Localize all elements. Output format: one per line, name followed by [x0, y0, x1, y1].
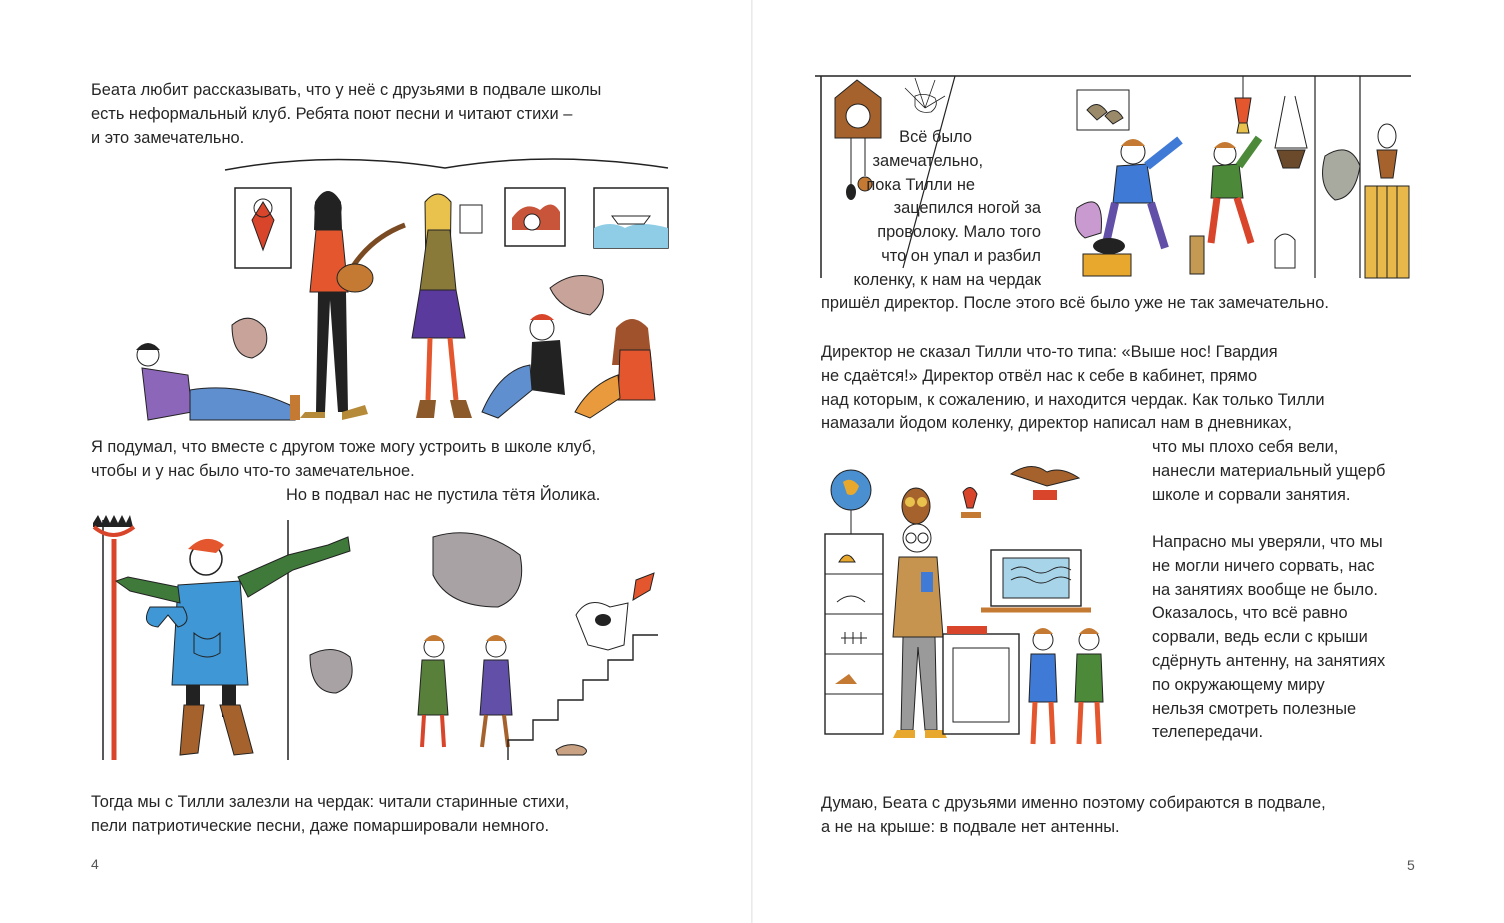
text-line: нанесли материальный ущерб	[1152, 461, 1386, 480]
text-line: Напрасно мы уверяли, что мы	[1152, 533, 1383, 551]
text-line: а не на крыше: в подвале нет антенны.	[821, 817, 1120, 836]
left-paragraph-1	[91, 79, 601, 150]
text-line: телепередачи.	[1152, 723, 1264, 742]
page-number-left: 4	[91, 856, 99, 872]
text-line: сдёрнуть антенну, на занятиях	[1152, 651, 1386, 670]
text-line: и это замечательно.	[91, 128, 245, 147]
text-line: по окружающему миру	[1152, 675, 1325, 694]
text-line: зацепился ногой за	[893, 199, 1041, 218]
text-line: Оказалось, что всё равно	[1152, 604, 1348, 623]
right-paragraph-3	[1152, 531, 1385, 745]
text-line: над которым, к сожалению, и находится чердак. Как только Тилли	[821, 390, 1325, 409]
text-line: сорвали, ведь если с крыши	[1152, 628, 1368, 647]
text-line: есть неформальный клуб. Ребята поют песни и читают стихи –	[91, 104, 573, 123]
director-office-illustration	[821, 462, 1136, 762]
text-line: Тогда мы с Тилли залезли на чердак: читали старинные стихи,	[91, 793, 570, 811]
right-paragraph-4	[821, 792, 1326, 840]
text-line: коленку, к нам на чердак	[853, 270, 1041, 289]
right-page	[753, 0, 1504, 923]
basement-club-illustration	[120, 150, 680, 425]
text-line: пели патриотические песни, даже помаршировали немного.	[91, 816, 550, 835]
text-line: что мы плохо себя вели,	[1152, 438, 1339, 456]
right-paragraph-2-wrap	[1152, 436, 1385, 507]
text-line: Директор не сказал Тилли что-то типа: «Выше нос! Гвардия	[821, 343, 1278, 361]
text-line: что он упал и разбил	[881, 246, 1041, 265]
text-line: на занятиях вообще не было.	[1152, 580, 1378, 599]
text-line: Но в подвал нас не пустила тётя Йолика.	[286, 485, 601, 504]
text-line: пока Тилли не	[866, 175, 975, 194]
text-line: Я подумал, что вместе с другом тоже могу устроить в школе клуб,	[91, 438, 596, 456]
aunt-yolika-illustration	[88, 515, 668, 765]
text-line: чтобы и у нас было что-то замечательное.	[91, 461, 415, 480]
right-paragraph-2	[821, 341, 1325, 436]
page-number-right: 5	[1407, 857, 1415, 873]
text-line: школе и сорвали занятия.	[1152, 485, 1351, 504]
text-line: нельзя смотреть полезные	[1152, 699, 1357, 718]
text-line: не сдаётся!» Директор отвёл нас к себе в кабинет, прямо	[821, 366, 1258, 385]
right-paragraph-1-wrap	[821, 126, 1041, 293]
text-line: замечательно,	[872, 151, 983, 170]
left-paragraph-2	[91, 436, 600, 507]
text-line: Беата любит рассказывать, что у неё с друзьями в подвале школы	[91, 81, 602, 99]
text-line: намазали йодом коленку, директор написал нам в дневниках,	[821, 414, 1292, 433]
text-line: Всё было	[899, 128, 972, 146]
left-paragraph-3	[91, 791, 569, 839]
text-line: проволоку. Мало того	[877, 223, 1041, 242]
text-line: Думаю, Беата с друзьями именно поэтому собираются в подвале,	[821, 794, 1326, 812]
text-line: не могли ничего сорвать, нас	[1152, 556, 1375, 575]
right-paragraph-1-end: пришёл директор. После этого всё было уже не так замечательно.	[821, 294, 1329, 312]
